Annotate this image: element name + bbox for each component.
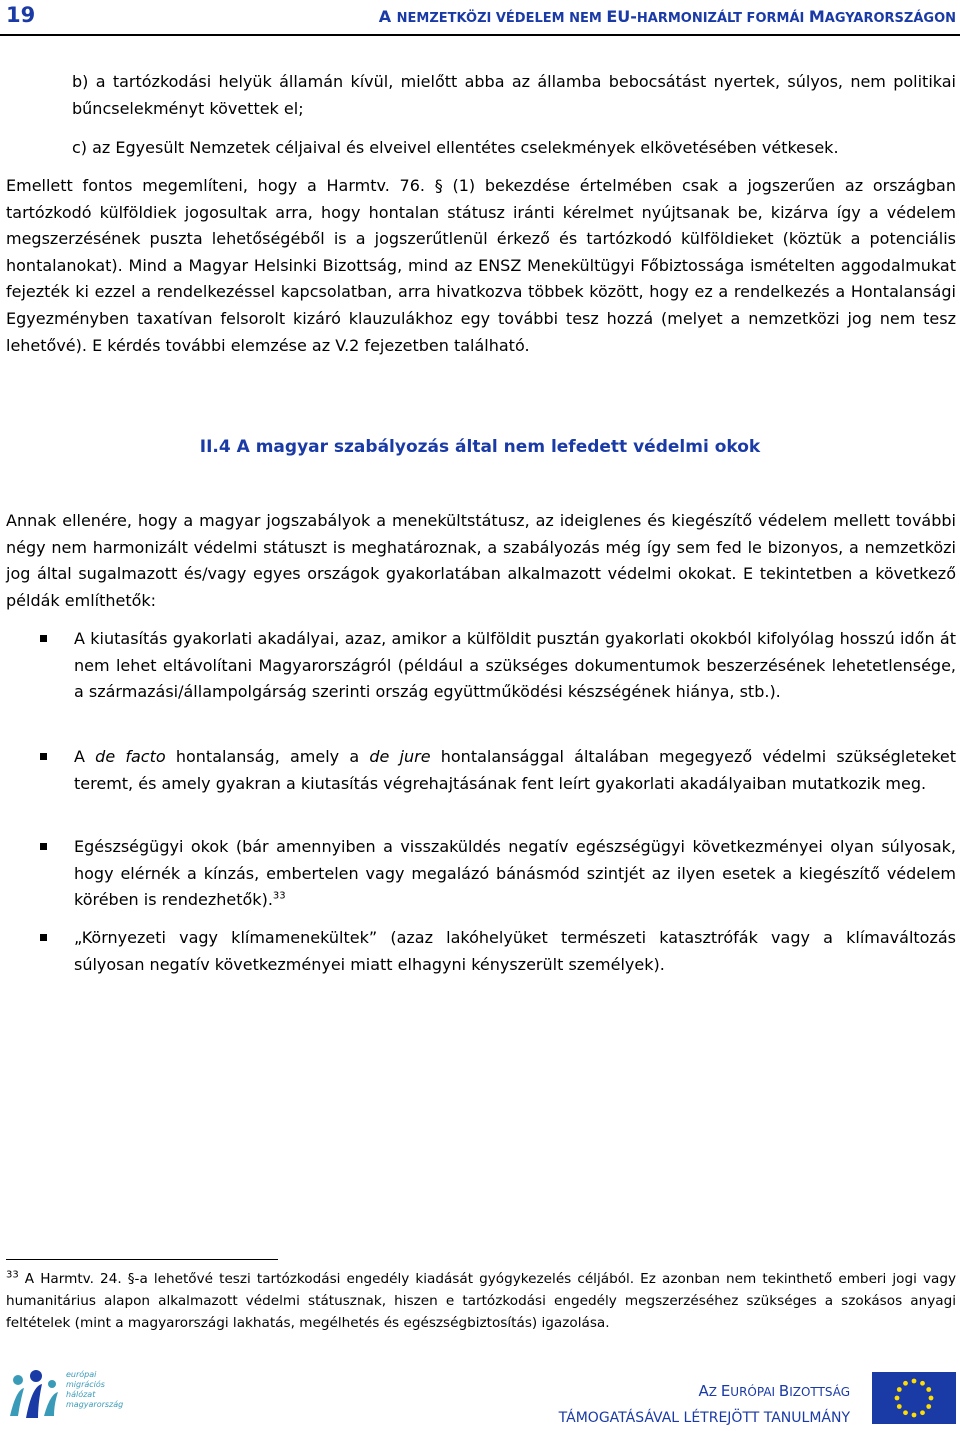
footnote (6, 1268, 956, 1334)
eu-star-icon (926, 1404, 931, 1409)
title-part: AGYARORSZÁGON (824, 11, 956, 26)
paragraph-emellett: Emellett fontos megemlíteni, hogy a Harmtv. 76. § (1) bekezdése értelmében csak a jogszerűen az országban tartózkodó külföldiek jogosultak arra, hogy hontalan státusz iránti kérelmet nyújtsanak be, kizárva így a védelem megszerzésének puszta lehetőségéből is a jogszerűtlenül érkező és tartózkodó külföldieket (köztük a potenciális hontalanokat). Mind a Magyar Helsinki Bizottság, mind az ENSZ Menekültügyi Főbiztossága ismételten aggodalmukat fejezték ki ezzel a rendelkezéssel kapcsolatban, arra hivatkozva többek között, hogy ez a rendelkezés a Hontalansági Egyezményben taxatívan felsorolt kizáró klauzulákhoz egy további tesz hozzá (melyet a nemzetközi jog nem tesz lehetővé). E kérdés további elemzése az V.2 fejezetben található. (6, 176, 956, 355)
page-header (0, 0, 960, 34)
italic-term: de facto (95, 747, 166, 766)
logo-text (66, 1370, 126, 1410)
footer-credit (559, 1378, 850, 1431)
credit-part: URÓPAI (730, 1385, 779, 1399)
logo-line: migrációs hálózat (66, 1380, 105, 1399)
credit-part: Z (708, 1385, 721, 1399)
eu-flag-icon (872, 1372, 956, 1424)
footer-line-2: TÁMOGATÁSÁVAL LÉTREJÖTT TANULMÁNY (558, 1410, 850, 1426)
text-run: A (74, 747, 96, 766)
eu-star-icon (903, 1381, 908, 1386)
eu-star-icon (897, 1404, 902, 1409)
text-run: Egészségügyi okok (bár amennyiben a visszaküldés negatív egészségügyi következményei olyan súlyosak, hogy elérnék a kínzás, embertelen vagy megalázó bánásmód szintjét az ilyen esetek a kiegészítő védelem körében is rendezhetők). (74, 837, 956, 910)
eu-star-icon (912, 1379, 917, 1384)
footer-line-1 (559, 1378, 850, 1405)
eu-star-icon (897, 1387, 902, 1392)
page-number: 19 (6, 3, 36, 27)
running-title (379, 7, 956, 26)
eu-star-icon (926, 1387, 931, 1392)
title-part: NEMZETKÖZI VÉDELEM NEM (396, 11, 607, 26)
italic-term: de jure (369, 747, 431, 766)
header-rule (0, 34, 960, 36)
eu-star-icon (920, 1410, 925, 1415)
credit-part: A (698, 1382, 709, 1400)
text-run: hontalanság, amely a (165, 747, 370, 766)
footnote-rule (6, 1259, 278, 1260)
bullet-marker (40, 635, 47, 642)
bullet-item-1: A kiutasítás gyakorlati akadályai, azaz, amikor a külföldit pusztán gyakorlati okokból kifolyólag hosszú időn át nem lehet eltávolítani Magyarországról (például a szükséges dokumentumok beszerzésének lehetetlensége, a származási/állampolgárság szerinti ország együttműködési készségének hiánya, stb.). (74, 629, 956, 702)
bullet-marker (40, 843, 47, 850)
footnote-text: A Harmtv. 24. §-a lehetővé teszi tartózkodási engedély kiadását gyógykezelés céljából. Ez azonban nem tekinthető emberi jogi vagy humanitárius alapon alkalmazott védelmi státusznak, hiszen e tartózkodási engedély megszerzéséhez szükséges a szokásos anyagi feltételek (mint a magyarországi lakhatás, megélhetés és egészségbiztosítás) igazolása. (6, 1271, 956, 1331)
paragraph-item-c: c) az Egyesült Nemzetek céljaival és elveivel ellentétes cselekmények elkövetésében vétkesek. (72, 138, 839, 157)
footnote-number: 33 (6, 1269, 19, 1281)
bullet-item-3 (74, 834, 956, 914)
paragraph-item-b: b) a tartózkodási helyük államán kívül, mielőtt abba az államba bebocsátást nyertek, súlyos, nem politikai bűncselekményt követtek el; (72, 72, 956, 118)
bullet-item-4: „Környezeti vagy klímamenekültek” (azaz lakóhelyüket természeti katasztrófák vagy a klímaváltozás súlyosan negatív következményei miatt elhagyni kényszerült személyek). (74, 928, 956, 974)
section-heading: II.4 A magyar szabályozás által nem lefedett védelmi okok (199, 437, 761, 457)
eu-star-icon (912, 1413, 917, 1418)
credit-part: B (778, 1382, 790, 1400)
bullet-marker (40, 934, 47, 941)
eu-star-icon (920, 1381, 925, 1386)
eu-star-icon (895, 1396, 900, 1401)
people-logo-icon (6, 1366, 62, 1422)
text-run: hontalansággal általában megegyező védelmi szükségleteket teremt, és amely gyakran a kiutasítás végrehajtásának fent leírt gyakorlati akadályaiban mutatkozik meg. (74, 747, 957, 793)
eu-star-icon (903, 1410, 908, 1415)
credit-part: IZOTTSÁG (789, 1385, 850, 1399)
title-part: A (378, 7, 397, 26)
paragraph-intro: Annak ellenére, hogy a magyar jogszabályok a menekültstátusz, az ideiglenes és kiegészítő védelem mellett további négy nem harmonizált védelmi státuszt is meghatároznak, a szabályozás még így sem fed le bizonyos, a nemzetközi jog által sugalmazott és/vagy egyes országok gyakorlatában alkalmazott védelmi okokat. E tekintetben a következő példák említhetők: (6, 511, 956, 610)
title-part: HARMONIZÁLT FORMÁI (636, 11, 809, 26)
credit-part: E (720, 1382, 731, 1400)
bullet-marker (40, 753, 47, 760)
footnote-ref[interactable]: 33 (272, 890, 286, 902)
logo-line: európai (66, 1370, 97, 1379)
eu-star-icon (929, 1396, 934, 1401)
bullet-item-2 (74, 744, 956, 797)
emn-logo (6, 1366, 126, 1422)
title-part: M (808, 7, 825, 26)
title-part: EU- (606, 7, 637, 26)
logo-line: magyarország (66, 1400, 124, 1409)
